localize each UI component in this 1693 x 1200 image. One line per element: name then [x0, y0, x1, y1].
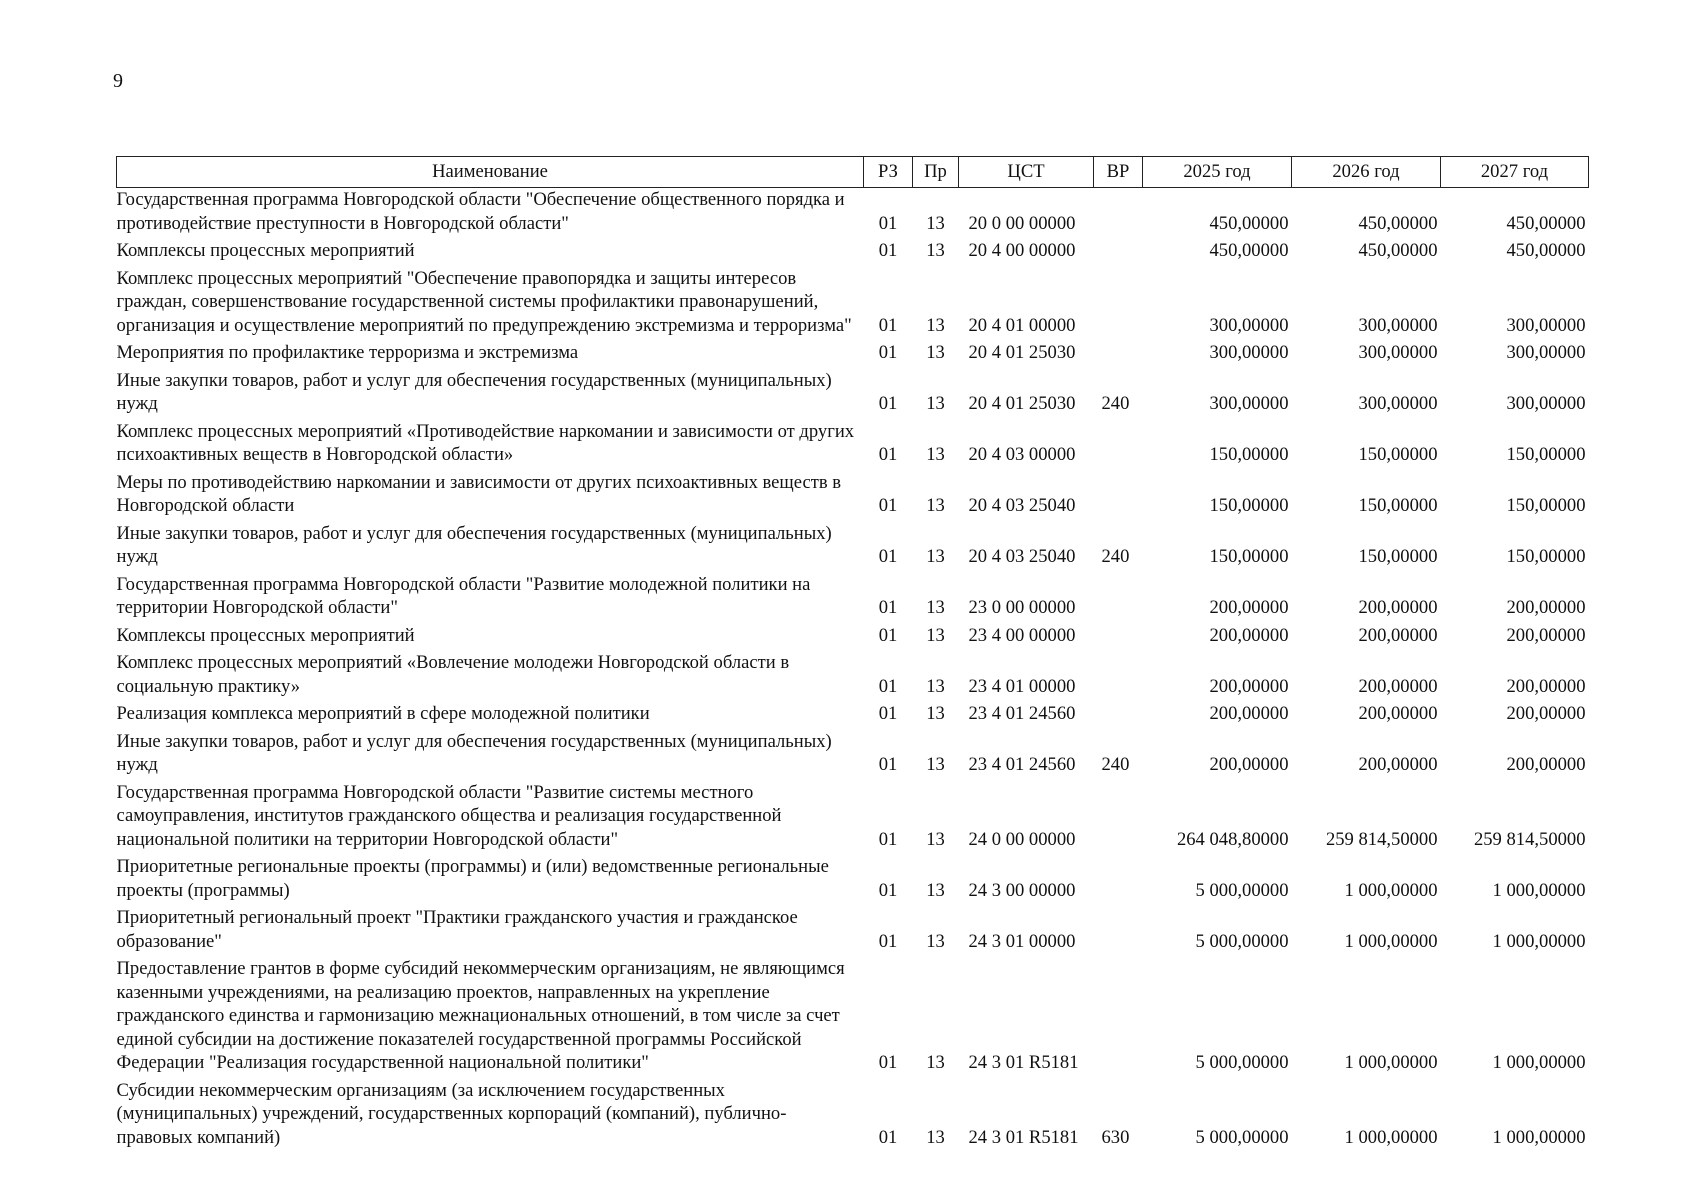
cell-name: Комплекс процессных мероприятий «Вовлечение молодежи Новгородской области в социальную практику»: [116, 652, 790, 697]
table-row: [117, 471, 1589, 522]
cell-2025: 150,00000: [1209, 495, 1289, 516]
cell-2026: 1 000,00000: [1344, 1052, 1438, 1073]
cell-name: Государственная программа Новгородской области "Развитие молодежной политики на территории Новгородской области": [116, 573, 811, 618]
cell-vr: [1094, 573, 1143, 624]
cell-2027: 200,00000: [1506, 754, 1586, 775]
cell-pr: 13: [926, 703, 945, 724]
cell-2026: 200,00000: [1358, 754, 1438, 775]
table-row: [117, 651, 1589, 702]
cell-2026: 1 000,00000: [1344, 930, 1438, 952]
cell-2027: 300,00000: [1506, 342, 1586, 363]
cell-name: Субсидии некоммерческим организациям (за исключением государственных (муниципальных) учреждений, государственных корпораций (компаний), публично-правовых компаний): [116, 1079, 787, 1148]
cell-2025: 450,00000: [1209, 240, 1289, 261]
cell-2027: 200,00000: [1506, 675, 1586, 697]
cell-name: Комплексы процессных мероприятий: [116, 240, 415, 261]
cell-2027: 150,00000: [1506, 546, 1586, 567]
cell-2025: 150,00000: [1209, 444, 1289, 465]
cell-2026: 150,00000: [1358, 546, 1438, 567]
cell-rz: 01: [878, 703, 898, 724]
cell-vr: [1094, 855, 1143, 906]
cell-rz: 01: [878, 342, 898, 363]
cell-2025: 5 000,00000: [1195, 879, 1289, 901]
cell-rz: 01: [878, 1052, 898, 1073]
table-row: [117, 624, 1589, 652]
cell-2025: 5 000,00000: [1195, 930, 1289, 952]
cell-rz: 01: [878, 495, 898, 516]
cell-2025: 200,00000: [1209, 754, 1289, 775]
cell-2026: 150,00000: [1358, 495, 1438, 516]
cell-vr: [1094, 906, 1143, 957]
cell-rz: 01: [878, 314, 898, 336]
table-body: [117, 188, 1589, 1154]
header-cst: ЦСТ: [959, 157, 1094, 188]
cell-rz: 01: [878, 597, 898, 618]
cell-rz: 01: [878, 930, 898, 952]
cell-2025: 200,00000: [1209, 597, 1289, 618]
cell-2027: 150,00000: [1506, 444, 1586, 465]
cell-2025: 450,00000: [1209, 212, 1289, 234]
cell-2026: 259 814,50000: [1325, 828, 1438, 850]
cell-2027: 150,00000: [1506, 495, 1586, 516]
cell-vr: [1094, 341, 1143, 369]
table-header-row: [117, 157, 1589, 188]
table-row: [117, 573, 1589, 624]
cell-2027: 200,00000: [1506, 597, 1586, 618]
cell-rz: 01: [878, 624, 898, 646]
cell-pr: 13: [926, 546, 945, 567]
cell-cst: 20 4 03 25040: [968, 495, 1076, 516]
cell-pr: 13: [926, 495, 945, 516]
budget-table: [116, 156, 1589, 1153]
cell-cst: 23 4 00 00000: [968, 624, 1076, 646]
cell-vr: [1094, 420, 1143, 471]
cell-name: Иные закупки товаров, работ и услуг для обеспечения государственных (муниципальных) нужд: [116, 369, 832, 414]
cell-vr: [1094, 471, 1143, 522]
cell-2026: 150,00000: [1358, 444, 1438, 465]
cell-cst: 23 0 00 00000: [968, 597, 1076, 618]
cell-cst: 20 4 01 25030: [968, 342, 1076, 363]
cell-pr: 13: [926, 828, 945, 850]
cell-pr: 13: [926, 314, 945, 336]
table-row: [117, 239, 1589, 267]
cell-pr: 13: [926, 393, 945, 414]
cell-name: Комплексы процессных мероприятий: [116, 624, 415, 646]
cell-cst: 20 4 00 00000: [968, 240, 1076, 261]
table-row: [117, 730, 1589, 781]
cell-vr: [1094, 624, 1143, 652]
table-row: [117, 957, 1589, 1079]
cell-rz: 01: [878, 546, 898, 567]
cell-rz: 01: [878, 754, 898, 775]
cell-pr: 13: [926, 1126, 945, 1148]
cell-rz: 01: [878, 393, 898, 414]
cell-pr: 13: [926, 1052, 945, 1073]
cell-2027: 450,00000: [1506, 212, 1586, 234]
cell-vr: [1094, 267, 1143, 342]
cell-2026: 200,00000: [1358, 675, 1438, 697]
cell-2027: 450,00000: [1506, 240, 1586, 261]
cell-cst: 20 4 01 00000: [968, 314, 1076, 336]
cell-2025: 5 000,00000: [1195, 1126, 1289, 1148]
table-row: [117, 1079, 1589, 1154]
cell-pr: 13: [926, 342, 945, 363]
cell-2027: 1 000,00000: [1492, 1052, 1586, 1073]
header-2025: 2025 год: [1143, 157, 1292, 188]
cell-name: Комплекс процессных мероприятий "Обеспечение правопорядка и защиты интересов граждан, совершенствование государственной системы профилактики правонарушений, организация и осуществление мероприятий по предупреждению экстремизма и терроризма": [116, 267, 852, 336]
table-row: [117, 369, 1589, 420]
table-row: [117, 341, 1589, 369]
cell-2026: 200,00000: [1358, 703, 1438, 724]
cell-2025: 200,00000: [1209, 624, 1289, 646]
cell-2026: 200,00000: [1358, 624, 1438, 646]
cell-vr: [1094, 702, 1143, 730]
page-number: 9: [113, 70, 123, 92]
cell-cst: 20 4 01 25030: [968, 393, 1076, 414]
cell-2026: 300,00000: [1358, 393, 1438, 414]
cell-name: Иные закупки товаров, работ и услуг для обеспечения государственных (муниципальных) нужд: [116, 730, 832, 775]
cell-pr: 13: [926, 879, 945, 901]
cell-name: Реализация комплекса мероприятий в сфере молодежной политики: [116, 703, 650, 724]
cell-name: Предоставление грантов в форме субсидий некоммерческим организациям, не являющимся казенными учреждениями, на реализацию проектов, направленных на укрепление гражданского единства и гармонизацию межнациональных отношений, в том числе за счет единой субсидии на достижение показателей государственной программы Российской Федерации "Реализация государственной национальной политики": [116, 958, 845, 1073]
table-row: [117, 855, 1589, 906]
cell-2025: 300,00000: [1209, 393, 1289, 414]
cell-2027: 200,00000: [1506, 703, 1586, 724]
cell-cst: 23 4 01 24560: [968, 703, 1076, 724]
cell-name: Приоритетные региональные проекты (программы) и (или) ведомственные региональные проекты (программы): [116, 856, 829, 901]
cell-cst: 24 0 00 00000: [968, 828, 1076, 850]
cell-cst: 23 4 01 24560: [968, 754, 1076, 775]
cell-2025: 300,00000: [1209, 314, 1289, 336]
cell-2025: 200,00000: [1209, 675, 1289, 697]
cell-2026: 300,00000: [1358, 314, 1438, 336]
cell-2026: 300,00000: [1358, 342, 1438, 363]
cell-name: Иные закупки товаров, работ и услуг для обеспечения государственных (муниципальных) нужд: [116, 522, 832, 567]
cell-vr: [1094, 188, 1143, 240]
cell-vr: 630: [1101, 1126, 1130, 1148]
cell-vr: [1094, 781, 1143, 856]
cell-2027: 300,00000: [1506, 314, 1586, 336]
cell-2026: 1 000,00000: [1344, 879, 1438, 901]
header-pr: Пр: [913, 157, 959, 188]
cell-name: Меры по противодействию наркомании и зависимости от других психоактивных веществ в Новгородской области: [116, 471, 842, 516]
cell-2027: 1 000,00000: [1492, 1126, 1586, 1148]
header-vr: ВР: [1094, 157, 1143, 188]
table-row: [117, 522, 1589, 573]
cell-2026: 200,00000: [1358, 597, 1438, 618]
header-name: Наименование: [117, 157, 864, 188]
cell-vr: [1094, 651, 1143, 702]
cell-2027: 1 000,00000: [1492, 879, 1586, 901]
header-rz: РЗ: [864, 157, 913, 188]
cell-vr: [1094, 239, 1143, 267]
cell-pr: 13: [926, 624, 945, 646]
cell-2027: 300,00000: [1506, 393, 1586, 414]
cell-vr: 240: [1101, 393, 1130, 414]
cell-cst: 20 4 03 25040: [968, 546, 1076, 567]
cell-cst: 23 4 01 00000: [968, 675, 1076, 697]
cell-2026: 1 000,00000: [1344, 1126, 1438, 1148]
cell-name: Государственная программа Новгородской области "Обеспечение общественного порядка и противодействие преступности в Новгородской области": [116, 189, 845, 234]
cell-cst: 20 4 03 00000: [968, 444, 1076, 465]
table-row: [117, 420, 1589, 471]
cell-cst: 24 3 01 R5181: [968, 1126, 1079, 1148]
cell-2027: 200,00000: [1506, 624, 1586, 646]
table-row: [117, 906, 1589, 957]
cell-name: Приоритетный региональный проект "Практики гражданского участия и гражданское образование": [116, 907, 798, 952]
cell-pr: 13: [926, 597, 945, 618]
cell-pr: 13: [926, 212, 945, 234]
cell-rz: 01: [878, 240, 898, 261]
cell-pr: 13: [926, 675, 945, 697]
header-2027: 2027 год: [1441, 157, 1589, 188]
cell-2026: 450,00000: [1358, 240, 1438, 261]
cell-2025: 200,00000: [1209, 703, 1289, 724]
table-row: [117, 267, 1589, 342]
cell-name: Государственная программа Новгородской области "Развитие системы местного самоуправления, институтов гражданского общества и реализация государственной национальной политики на территории Новгородской области": [116, 781, 782, 850]
cell-pr: 13: [926, 444, 945, 465]
table-row: [117, 702, 1589, 730]
cell-vr: 240: [1101, 754, 1130, 775]
cell-rz: 01: [878, 879, 898, 901]
cell-pr: 13: [926, 930, 945, 952]
cell-2025: 5 000,00000: [1195, 1052, 1289, 1073]
cell-cst: 24 3 00 00000: [968, 879, 1076, 901]
cell-2027: 259 814,50000: [1473, 828, 1586, 850]
cell-rz: 01: [878, 828, 898, 850]
table-row: [117, 188, 1589, 240]
cell-pr: 13: [926, 754, 945, 775]
cell-rz: 01: [878, 444, 898, 465]
table-row: [117, 781, 1589, 856]
cell-cst: 20 0 00 00000: [968, 212, 1076, 234]
cell-pr: 13: [926, 240, 945, 261]
cell-rz: 01: [878, 212, 898, 234]
cell-rz: 01: [878, 675, 898, 697]
cell-2027: 1 000,00000: [1492, 930, 1586, 952]
cell-cst: 24 3 01 00000: [968, 930, 1076, 952]
cell-name: Мероприятия по профилактике терроризма и экстремизма: [116, 342, 579, 363]
cell-cst: 24 3 01 R5181: [968, 1052, 1079, 1073]
header-2026: 2026 год: [1292, 157, 1441, 188]
cell-vr: 240: [1101, 546, 1130, 567]
cell-2025: 300,00000: [1209, 342, 1289, 363]
cell-2026: 450,00000: [1358, 212, 1438, 234]
cell-2025: 150,00000: [1209, 546, 1289, 567]
cell-rz: 01: [878, 1126, 898, 1148]
cell-vr: [1094, 957, 1143, 1079]
cell-name: Комплекс процессных мероприятий «Противодействие наркомании и зависимости от других психоактивных веществ в Новгородской области»: [116, 420, 855, 465]
cell-2025: 264 048,80000: [1176, 828, 1289, 850]
